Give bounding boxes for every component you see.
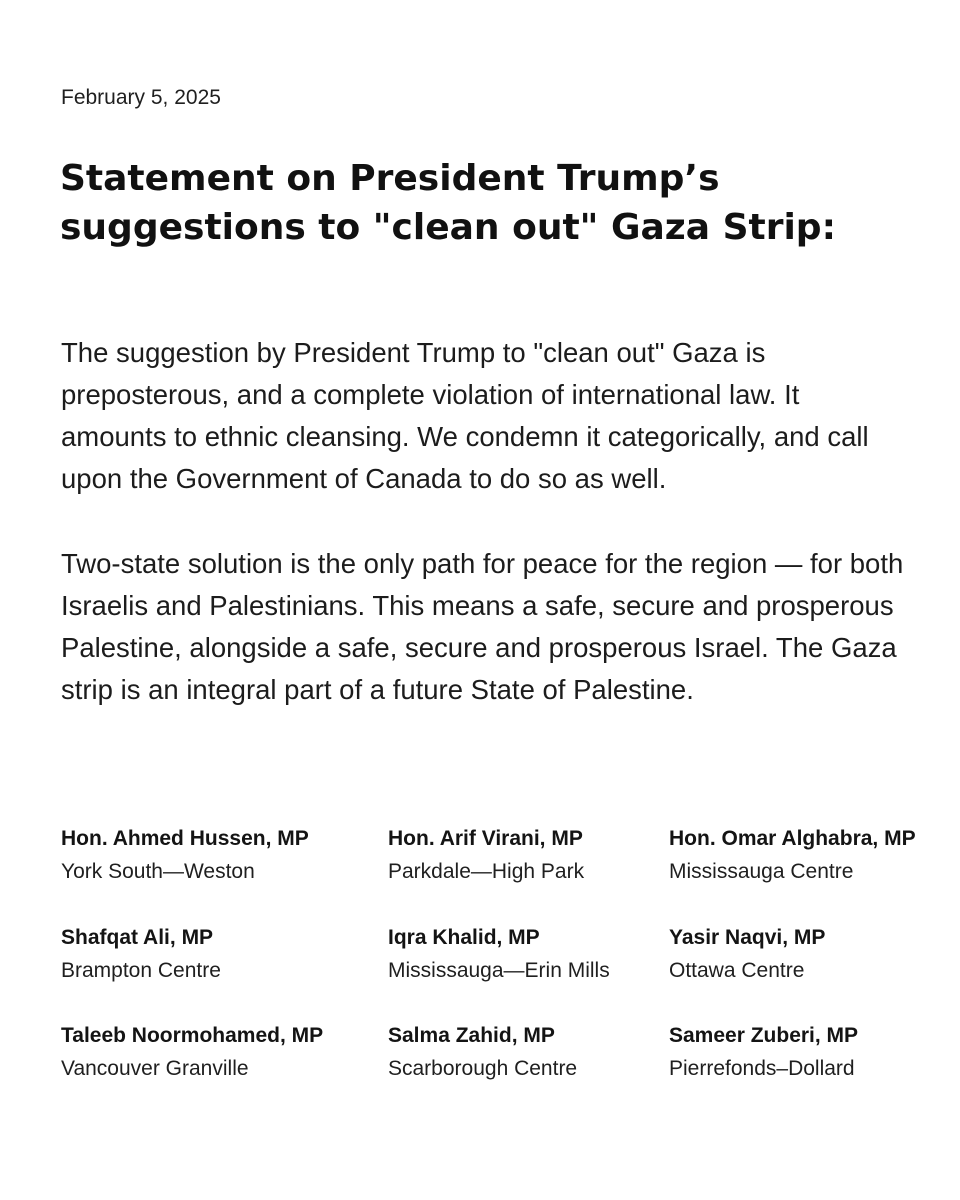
signatory-block (669, 822, 959, 888)
signatory-name: Hon. Arif Virani, MP (388, 827, 583, 850)
signatory-riding: Pierrefonds–Dollard (669, 1057, 855, 1080)
signatory-block (388, 822, 678, 888)
signatory-name: Hon. Omar Alghabra, MP (669, 827, 916, 850)
signatory-name: Iqra Khalid, MP (388, 926, 540, 949)
signatory-riding: Vancouver Granville (61, 1057, 249, 1080)
signatory-name: Hon. Ahmed Hussen, MP (61, 827, 309, 850)
signatory-block (61, 921, 351, 987)
signatory-block (61, 1019, 351, 1085)
statement-date: February 5, 2025 (61, 86, 221, 109)
signatory-name: Salma Zahid, MP (388, 1024, 555, 1047)
signatory-riding: Brampton Centre (61, 959, 221, 982)
signatory-riding: Scarborough Centre (388, 1057, 578, 1080)
signatory-riding: Mississauga—Erin Mills (388, 959, 610, 982)
signatory-name: Sameer Zuberi, MP (669, 1024, 859, 1047)
signatory-block (388, 921, 678, 987)
title-line-2: suggestions to "clean out" Gaza Strip: (60, 207, 836, 248)
signatory-block (388, 1019, 678, 1085)
signatories-grid (61, 822, 941, 1122)
signatory-riding: York South—Weston (61, 860, 255, 883)
signatory-riding: Mississauga Centre (669, 860, 854, 883)
statement-title (60, 154, 920, 252)
signatory-block (669, 921, 959, 987)
statement-paragraph-1: The suggestion by President Trump to "clean out" Gaza is preposterous, and a complete violation of international law. It amounts to ethnic cleansing. We condemn it categorically, and call upon the Government of Canada to do so as well. (61, 337, 869, 494)
title-line-1: Statement on President Trump’s (60, 158, 720, 199)
signatory-block (61, 822, 351, 888)
signatory-name: Taleeb Noormohamed, MP (61, 1024, 324, 1047)
statement-paragraph-2: Two-state solution is the only path for peace for the region — for both Israelis and Palestinians. This means a safe, secure and prosperous Palestine, alongside a safe, secure and prosperous Israel. The Gaza strip is an integral part of a future State of Palestine. (61, 548, 904, 705)
signatory-block (669, 1019, 959, 1085)
signatory-name: Yasir Naqvi, MP (669, 926, 826, 949)
signatory-riding: Parkdale—High Park (388, 860, 585, 883)
signatory-riding: Ottawa Centre (669, 959, 805, 982)
signatory-name: Shafqat Ali, MP (61, 926, 214, 949)
